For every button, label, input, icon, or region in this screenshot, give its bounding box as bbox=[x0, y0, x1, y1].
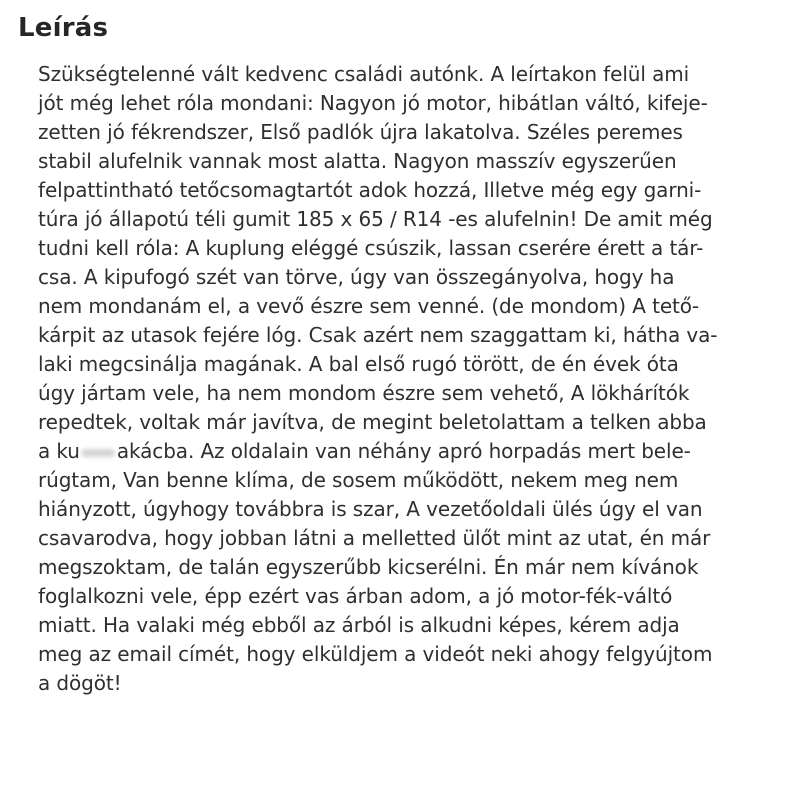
description-line: felpattintható tetőcsomagtartót adok hozzá, Illetve még egy garni- bbox=[38, 178, 702, 202]
description-line: kárpit az utasok fejére lóg. Csak azért nem szaggattam ki, hátha va- bbox=[38, 323, 718, 347]
description-line: miatt. Ha valaki még ebből az árból is alkudni képes, kérem adja bbox=[38, 613, 680, 637]
description-line: túra jó állapotú téli gumit 185 x 65 / R14 -es alufelnin! De amit még bbox=[38, 207, 713, 231]
description-line: megszoktam, de talán egyszerűbb kicserélni. Én már nem kívánok bbox=[38, 555, 699, 579]
description-line: zetten jó fékrendszer, Első padlók újra lakatolva. Széles peremes bbox=[38, 120, 683, 144]
description-line: csavarodva, hogy jobban látni a melletted ülőt mint az utat, én már bbox=[38, 526, 711, 550]
description-text bbox=[38, 60, 788, 698]
description-line: meg az email címét, hogy elküldjem a videót neki ahogy felgyújtom bbox=[38, 642, 713, 666]
description-line: hiányzott, úgyhogy továbbra is szar, A vezetőoldali ülés úgy el van bbox=[38, 497, 703, 521]
censored-line-end: akácba. Az oldalain van néhány apró horpadás mert bele- bbox=[116, 439, 691, 463]
description-line: repedtek, voltak már javítva, de megint beletolattam a telken abba bbox=[38, 410, 707, 434]
description-line: jót még lehet róla mondani: Nagyon jó motor, hibátlan váltó, kifeje- bbox=[38, 91, 708, 115]
description-line: stabil alufelnik vannak most alatta. Nagyon masszív egyszerűen bbox=[38, 149, 677, 173]
censor-blur bbox=[81, 449, 115, 457]
description-line: tudni kell róla: A kuplung eléggé csúszik, lassan cserére érett a tár- bbox=[38, 236, 704, 260]
description-line: csa. A kipufogó szét van törve, úgy van összegányolva, hogy ha bbox=[38, 265, 675, 289]
description-line: úgy jártam vele, ha nem mondom észre sem vehető, A lökhárítók bbox=[38, 381, 690, 405]
description-line: rúgtam, Van benne klíma, de sosem működött, nekem meg nem bbox=[38, 468, 679, 492]
description-line: nem mondanám el, a vevő észre sem venné. (de mondom) A tető- bbox=[38, 294, 700, 318]
description-line-censored bbox=[38, 437, 788, 466]
description-line: laki megcsinálja magának. A bal első rugó törött, de én évek óta bbox=[38, 352, 679, 376]
section-title: Leírás bbox=[18, 13, 109, 43]
description-line: foglalkozni vele, épp ezért vas árban adom, a jó motor-fék-váltó bbox=[38, 584, 673, 608]
description-line: Szükségtelenné vált kedvenc családi autónk. A leírtakon felül ami bbox=[38, 62, 690, 86]
censored-line-start: a ku bbox=[38, 439, 80, 463]
description-line: a dögöt! bbox=[38, 671, 122, 695]
